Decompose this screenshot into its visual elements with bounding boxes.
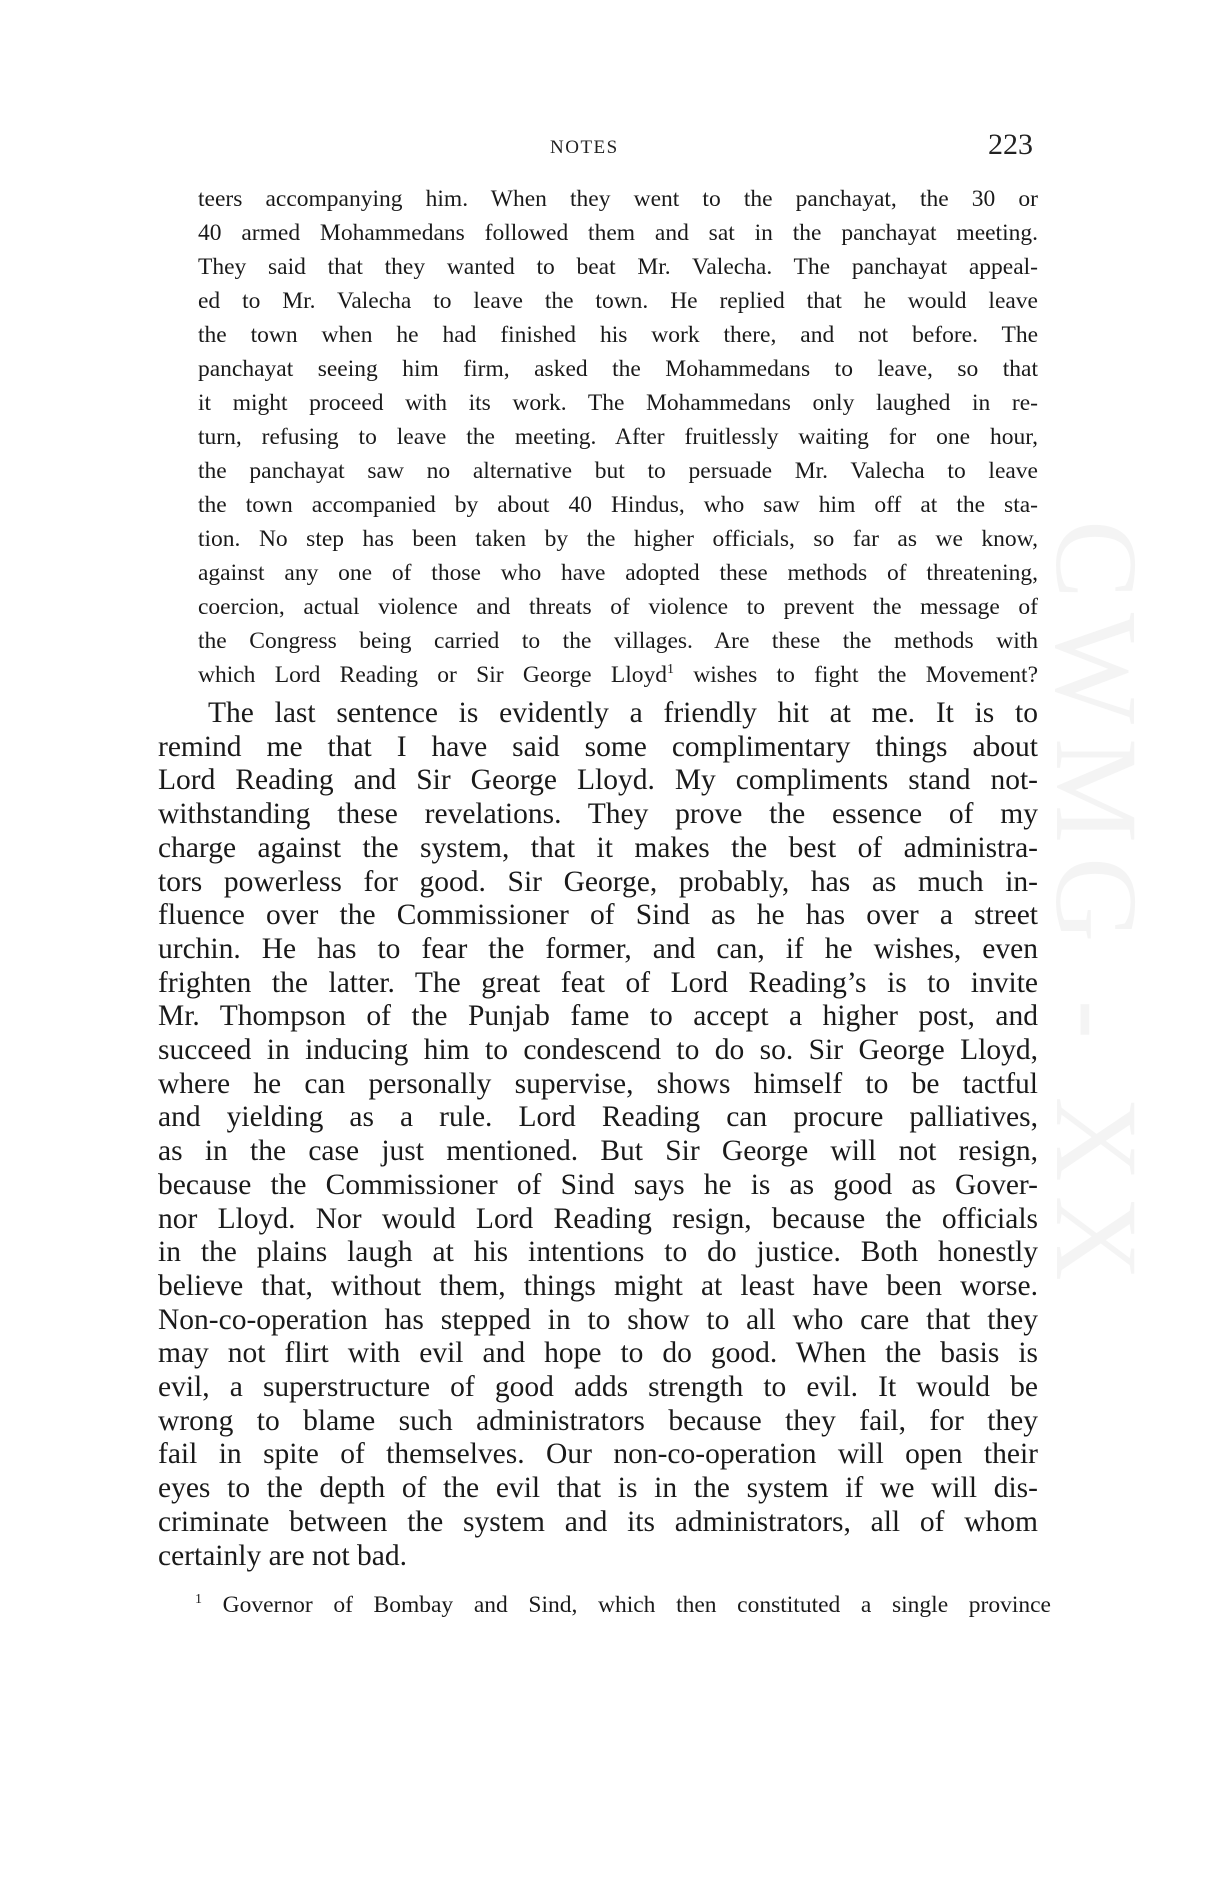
paragraph-line: frighten the latter. The great feat of Lord Reading’s is to invite (158, 966, 1038, 999)
footnote-marker: 1 (195, 1592, 202, 1608)
paragraph-line: because the Commissioner of Sind says he is as good as Gover- (158, 1168, 1038, 1201)
footnote-text: Governor of Bombay and Sind, which then constituted a single province (202, 1592, 1051, 1618)
paragraph-line: tors powerless for good. Sir George, probably, has as much in- (158, 865, 1038, 898)
quote-line: tion. No step has been taken by the higher officials, so far as we know, (198, 526, 1038, 552)
footnote (195, 1590, 1051, 1620)
quote-line: the Congress being carried to the villages. Are these the methods with (198, 628, 1038, 654)
quoted-passage (198, 182, 1038, 692)
paragraph-line: may not flirt with evil and hope to do good. When the basis is (158, 1337, 1038, 1370)
paragraph-line: Lord Reading and Sir George Lloyd. My compliments stand not- (158, 764, 1038, 797)
paragraph-line: Non-co-operation has stepped in to show to all who care that they (158, 1303, 1038, 1336)
quote-line: the town when he had finished his work there, and not before. The (198, 322, 1038, 348)
paragraph-line: in the plains laugh at his intentions to do justice. Both honestly (158, 1236, 1038, 1269)
paragraph-line: urchin. He has to fear the former, and can, if he wishes, even (158, 932, 1038, 965)
paragraph-line: believe that, without them, things might at least have been worse. (158, 1269, 1038, 1302)
paragraph-line: fluence over the Commissioner of Sind as he has over a street (158, 899, 1038, 932)
quote-text: wishes to fight the Movement? (674, 662, 1039, 688)
paragraph-line: evil, a superstructure of good adds strength to evil. It would be (158, 1371, 1038, 1404)
watermark (1028, 520, 1164, 1295)
paragraph-line: eyes to the depth of the evil that is in the system if we will dis- (158, 1472, 1038, 1505)
paragraph-line: criminate between the system and its administrators, all of whom (158, 1505, 1038, 1538)
quote-line: They said that they wanted to beat Mr. Valecha. The panchayat appeal- (198, 254, 1038, 280)
quote-text: which Lord Reading or Sir George Lloyd (198, 662, 667, 688)
footnote-reference: 1 (667, 662, 674, 678)
paragraph-line: certainly are not bad. (158, 1539, 407, 1572)
quote-line: 40 armed Mohammedans followed them and sat in the panchayat meeting. (198, 220, 1038, 246)
paragraph-line: fail in spite of themselves. Our non-co-operation will open their (158, 1438, 1038, 1471)
quote-line-last (198, 658, 1038, 692)
running-title: NOTES (550, 137, 619, 158)
paragraph-line: where he can personally supervise, shows himself to be tactful (158, 1067, 1038, 1100)
paragraph-line: wrong to blame such administrators because they fail, for they (158, 1404, 1038, 1437)
quote-line: turn, refusing to leave the meeting. After fruitlessly waiting for one hour, (198, 424, 1038, 450)
quote-line: the panchayat saw no alternative but to persuade Mr. Valecha to leave (198, 458, 1038, 484)
quote-line: panchayat seeing him firm, asked the Mohammedans to leave, so that (198, 356, 1038, 382)
paragraph-line: remind me that I have said some complimentary things about (158, 730, 1038, 763)
quote-line: the town accompanied by about 40 Hindus, who saw him off at the sta- (198, 492, 1038, 518)
quote-line: coercion, actual violence and threats of violence to prevent the message of (198, 594, 1038, 620)
paragraph-line: withstanding these revelations. They prove the essence of my (158, 798, 1038, 831)
paragraph-line: as in the case just mentioned. But Sir George will not resign, (158, 1135, 1038, 1168)
paragraph-line: charge against the system, that it makes the best of administra- (158, 831, 1038, 864)
main-paragraph (158, 697, 1038, 1573)
quote-line: it might proceed with its work. The Mohammedans only laughed in re- (198, 390, 1038, 416)
paragraph-line: Mr. Thompson of the Punjab fame to accept a higher post, and (158, 1000, 1038, 1033)
page-number: 223 (988, 128, 1033, 161)
paragraph-line: succeed in inducing him to condescend to do so. Sir George Lloyd, (158, 1034, 1038, 1067)
paragraph-line: The last sentence is evidently a friendly hit at me. It is to (208, 697, 1038, 729)
quote-line: ed to Mr. Valecha to leave the town. He replied that he would leave (198, 288, 1038, 314)
quote-line: against any one of those who have adopted these methods of threatening, (198, 560, 1038, 586)
paragraph-line: and yielding as a rule. Lord Reading can procure palliatives, (158, 1101, 1038, 1134)
paragraph-line: nor Lloyd. Nor would Lord Reading resign, because the officials (158, 1202, 1038, 1235)
quote-line: teers accompanying him. When they went to the panchayat, the 30 or (198, 186, 1038, 212)
